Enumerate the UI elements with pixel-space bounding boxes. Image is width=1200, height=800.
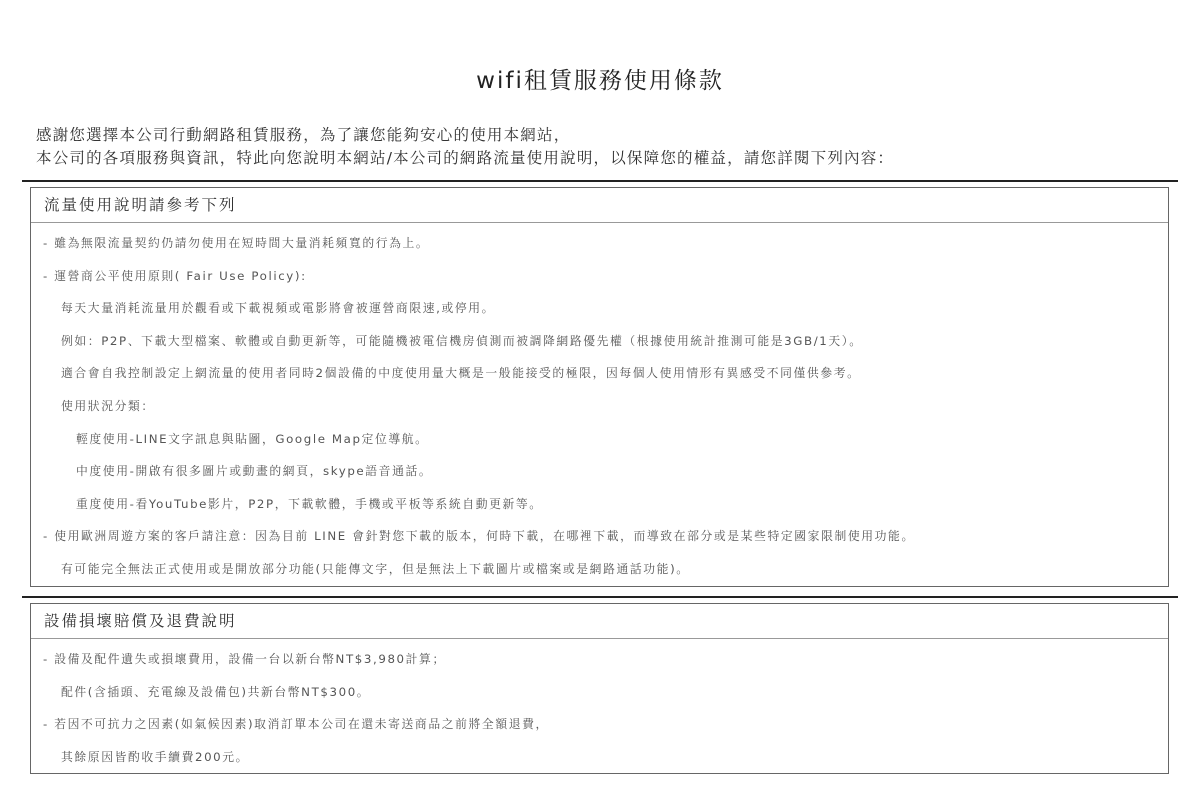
list-item: - 運營商公平使用原則( Fair Use Policy): (43, 268, 307, 283)
list-item: 適合會自我控制設定上網流量的使用者同時2個設備的中度使用量大概是一般能接受的極限，因每個人使用情形有異感受不同僅供參考。 (61, 366, 861, 381)
list-item: 配件(含插頭、充電線及設備包)共新台幣NT$300。 (61, 684, 371, 699)
intro-line: 感謝您選擇本公司行動網路租賃服務，為了讓您能夠安心的使用本網站， (36, 126, 571, 144)
intro-paragraph (36, 124, 1176, 170)
intro-line: 本公司的各項服務與資訊，特此向您說明本網站/本公司的網路流量使用說明，以保障您的權益，請您詳閱下列內容： (36, 149, 895, 167)
list-item: - 設備及配件遺失或損壞費用，設備一台以新台幣NT$3,980計算； (43, 652, 446, 666)
section-body (31, 223, 1168, 586)
section-divider (22, 596, 1178, 598)
list-item: 其餘原因皆酌收手續費200元。 (61, 749, 250, 764)
list-item: 重度使用-看YouTube影片，P2P，下載軟體，手機或平板等系統自動更新等。 (76, 496, 543, 511)
section-title: 設備損壞賠償及退費說明 (31, 604, 1168, 639)
list-item: 輕度使用-LINE文字訊息與貼圖，Google Map定位導航。 (76, 431, 429, 446)
traffic-usage-section (30, 187, 1169, 587)
list-item: 有可能完全無法正式使用或是開放部分功能(只能傳文字，但是無法上下載圖片或檔案或是網路通話功能)。 (61, 561, 690, 576)
list-item: 例如：P2P、下載大型檔案、軟體或自動更新等，可能隨機被電信機房偵測而被調降網路優先權（根據使用統計推測可能是3GB/1天）。 (61, 333, 863, 348)
list-item: 每天大量消耗流量用於觀看或下載視頻或電影將會被運營商限速,或停用。 (61, 301, 496, 316)
list-item: - 若因不可抗力之因素(如氣候因素)取消訂單本公司在還未寄送商品之前將全額退費， (43, 717, 549, 732)
list-item: 使用狀況分類： (61, 398, 155, 413)
section-title: 流量使用說明請參考下列 (31, 188, 1168, 223)
list-item: - 使用歐洲周遊方案的客戶請注意：因為目前 LINE 會針對您下載的版本，何時下載，在哪裡下載，而導致在部分或是某些特定國家限制使用功能。 (43, 529, 915, 544)
section-body (31, 639, 1168, 773)
list-item: - 雖為無限流量契約仍請勿使用在短時間大量消耗頻寬的行為上。 (43, 236, 430, 250)
list-item: 中度使用-開啟有很多圖片或動畫的網頁，skype語音通話。 (76, 464, 433, 479)
page-title: wifi租賃服務使用條款 (476, 68, 724, 94)
damage-refund-section (30, 603, 1169, 774)
section-divider (22, 180, 1178, 182)
